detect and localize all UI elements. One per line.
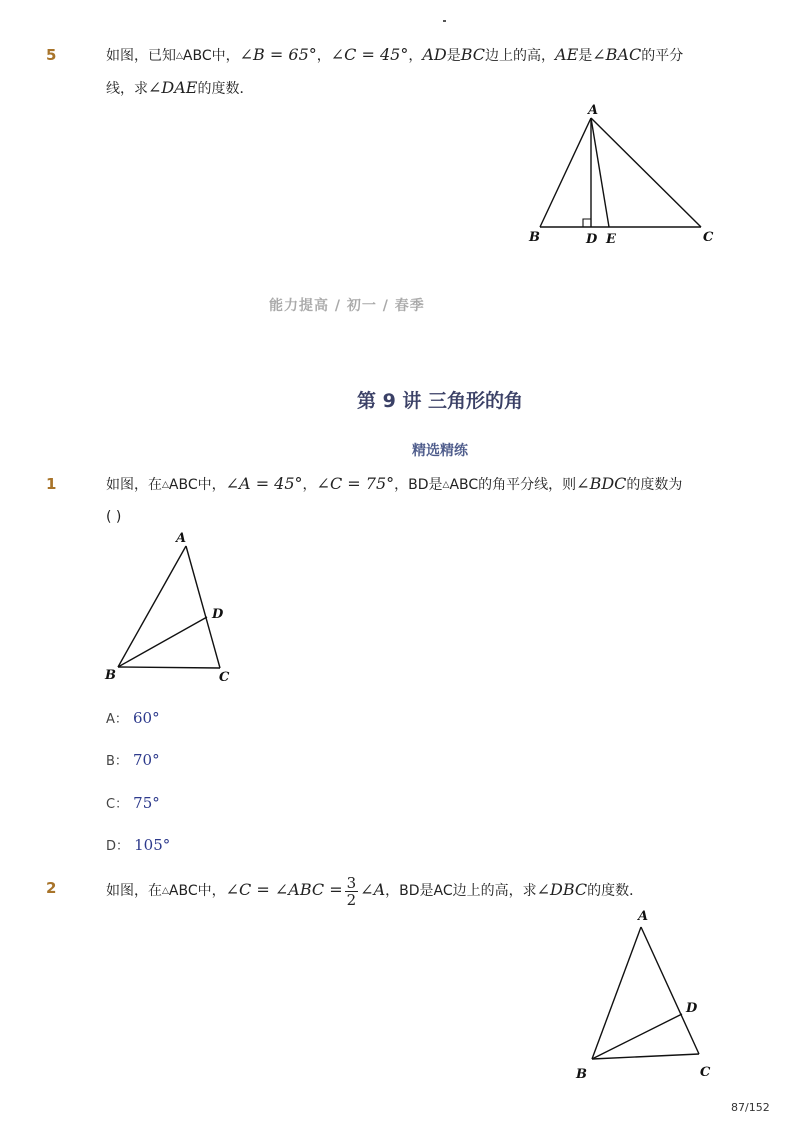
question-1-text-line1 [106, 474, 682, 495]
q2-angle-a: ∠A [360, 880, 386, 899]
q5-label-a: A [588, 103, 599, 118]
q5-edge-ab [540, 118, 591, 227]
q1-option-b[interactable] [106, 750, 160, 769]
q2-fraction-denominator: 2 [346, 890, 357, 909]
q1-angle-a: ∠A = 45° [225, 474, 303, 493]
question-5-figure [520, 100, 720, 250]
q5-edge-ac [591, 118, 701, 227]
q1-mid: 中， [197, 477, 226, 493]
q1-angle-bdc: ∠BDC [576, 474, 627, 493]
question-2-text [106, 870, 643, 911]
q5-is2: 是 [578, 48, 593, 64]
q5-label-d: D [586, 232, 598, 247]
option-letter: A： [106, 712, 128, 727]
option-value: 75° [133, 794, 160, 812]
q1-sep2: ，BD是 [394, 477, 443, 493]
q5-is1: 是 [446, 48, 461, 64]
option-letter: B： [106, 754, 128, 769]
triangle-symbol: △ [176, 51, 183, 61]
q1-label-d: D [212, 607, 224, 622]
option-value: 105° [134, 836, 171, 854]
question-5-text-line2 [106, 78, 253, 99]
q2-edge-bc [592, 1054, 699, 1059]
q5-angle-b: ∠B = 65° [239, 45, 317, 64]
q2-middle: ，BD是AC边上的高，求 [385, 883, 537, 899]
q5-label-e: E [606, 232, 616, 247]
q1-tri-name: ABC [168, 477, 198, 493]
q1-option-d[interactable] [106, 835, 170, 854]
q1-option-c[interactable] [106, 793, 160, 812]
q5-height-text: 边上的高， [485, 48, 556, 64]
option-value: 60° [133, 709, 160, 727]
q2-label-d: D [686, 1001, 698, 1016]
q1-bisector-text: 的角平分线，则 [478, 477, 577, 493]
q5-bisector-text: 的平分 [641, 48, 684, 64]
q2-equation: ∠C = ∠ABC = [225, 880, 343, 899]
q2-fraction-numerator: 3 [346, 873, 357, 892]
q1-prefix: 如图，在 [106, 477, 162, 493]
q2-prefix: 如图，在 [106, 883, 162, 899]
q5-line2-end: 的度数． [197, 81, 254, 97]
page-number: 87/152 [731, 1101, 770, 1114]
breadcrumb: 能力提高 / 初一 / 春季 [269, 298, 425, 314]
q2-end-text: 的度数． [587, 883, 644, 899]
q5-label-c: C [703, 230, 714, 245]
q2-label-b: B [576, 1067, 587, 1082]
question-1-figure [100, 528, 240, 688]
q1-label-c: C [219, 670, 230, 685]
q1-edge-bc [118, 667, 220, 668]
q1-angle-c: ∠C = 75° [316, 474, 395, 493]
q1-tri-name2: ABC [449, 477, 479, 493]
q5-right-angle-mark [583, 219, 591, 227]
q5-line2-start: 线，求 [106, 81, 148, 97]
q5-bc: BC [460, 45, 486, 64]
option-letter: D： [106, 839, 130, 854]
q5-tri-name: ABC [182, 48, 212, 64]
triangle-symbol: △ [162, 480, 169, 490]
q2-label-c: C [700, 1065, 711, 1080]
q1-label-a: A [176, 531, 187, 546]
question-2-number: 2 [46, 879, 57, 897]
q5-ae: AE [555, 45, 579, 64]
option-value: 70° [133, 751, 160, 769]
question-1-answer-paren: ( ) [106, 509, 122, 525]
q2-edge-ab [592, 927, 641, 1059]
q2-mid: 中， [197, 883, 226, 899]
question-1-number: 1 [46, 475, 57, 493]
q1-label-b: B [105, 668, 116, 683]
q5-bisector-ae [591, 118, 609, 227]
q1-edge-ab [118, 546, 186, 667]
top-mark [443, 20, 446, 22]
q5-angle-dae: ∠DAE [148, 78, 198, 97]
q5-ad: AD [422, 45, 447, 64]
q1-sep1: ， [302, 477, 317, 493]
q5-angle-c: ∠C = 45° [330, 45, 409, 64]
section-title: 精选精练 [412, 443, 468, 459]
q2-tri-name: ABC [168, 883, 198, 899]
q5-sep2: ， [408, 48, 423, 64]
question-5-number: 5 [46, 46, 57, 64]
q5-label-b: B [529, 230, 540, 245]
triangle-symbol: △ [442, 480, 450, 490]
q5-angle-bac: ∠BAC [592, 45, 642, 64]
question-5-text-line1 [106, 45, 683, 66]
triangle-symbol: △ [162, 886, 169, 896]
option-letter: C： [106, 797, 129, 812]
q1-end-text: 的度数为 [626, 477, 683, 493]
question-2-figure [570, 900, 720, 1085]
q1-option-a[interactable] [106, 708, 160, 727]
q2-angle-dbc: ∠DBC [536, 880, 588, 899]
q2-label-a: A [638, 909, 649, 924]
q5-mid: 中， [211, 48, 240, 64]
q5-prefix: 如图，已知 [106, 48, 176, 64]
q2-edge-ac [641, 927, 699, 1054]
lesson-title: 第 9 讲 三角形的角 [356, 390, 524, 412]
q5-sep1: ， [316, 48, 331, 64]
q2-fraction [345, 875, 359, 908]
